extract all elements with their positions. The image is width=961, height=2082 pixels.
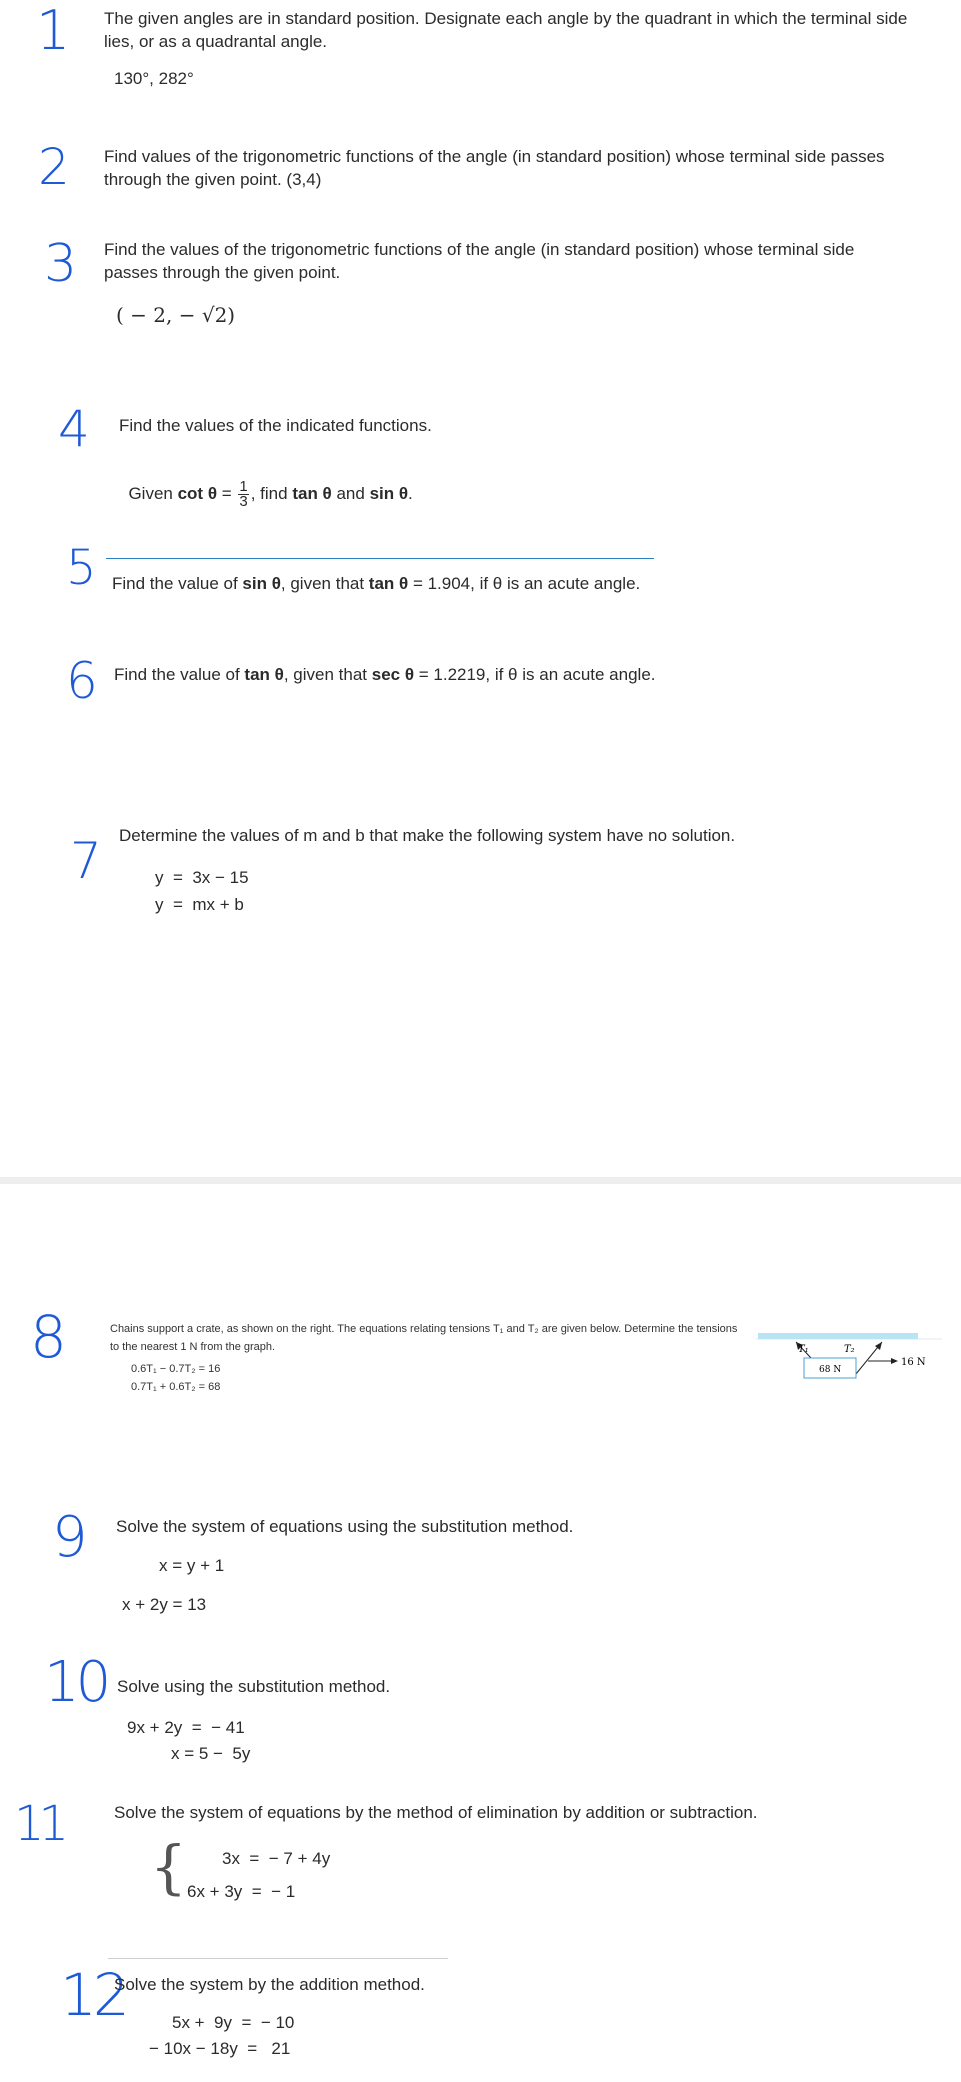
label-t2: T₂: [844, 1344, 855, 1355]
problem-6-text: [114, 665, 656, 685]
handwritten-number-11: 11: [14, 1796, 64, 1852]
label-weight: 68 N: [819, 1365, 842, 1375]
equals-sign: =: [217, 484, 237, 503]
p6-sec: sec θ: [371, 665, 415, 684]
given-label: Given: [128, 484, 178, 503]
period: .: [408, 484, 413, 503]
handwritten-number-3: 3: [44, 234, 78, 294]
tan-label: tan θ: [292, 484, 332, 503]
problem-7-eq1: y = 3x − 15: [155, 868, 249, 887]
problem-4-given: [119, 452, 413, 509]
label-force: 16 N: [901, 1357, 926, 1368]
problem-11-eq1: 3x = − 7 + 4y: [222, 1849, 331, 1868]
p5-mid: , given that: [280, 574, 369, 593]
handwritten-number-7: 7: [70, 832, 102, 890]
problem-1-angles: 130°, 282°: [114, 69, 194, 88]
problem-8-eq2: 0.7T₁ + 0.6T₂ = 68: [131, 1381, 221, 1393]
ceiling-bar: [758, 1333, 918, 1339]
problem-7-text: Determine the values of m and b that make the following system have no solution.: [119, 826, 736, 845]
problem-11-text: Solve the system of equations by the method of elimination by addition or subtraction.: [114, 1803, 758, 1822]
problem-3-text: Find the values of the trigonometric functions of the angle (in standard position) whose terminal side passes through the given point.: [104, 240, 855, 282]
p5-rest: = 1.904, if θ is an acute angle.: [408, 574, 641, 593]
p6-tan: tan θ: [244, 665, 284, 684]
p5-pre: Find the value of: [112, 574, 243, 593]
fraction-denominator: 3: [239, 493, 248, 511]
find-label: , find: [250, 484, 293, 503]
handwritten-number-4: 4: [58, 400, 90, 458]
handwritten-number-12: 12: [60, 1961, 126, 2029]
label-t1: T₁: [798, 1344, 809, 1355]
problem-7-eq2: y = mx + b: [155, 895, 244, 914]
problem-12-text: Solve the system by the addition method.: [114, 1975, 425, 1994]
force-arrow: [891, 1358, 898, 1364]
problem-4-text: Find the values of the indicated functions.: [119, 416, 432, 435]
handwritten-number-8: 8: [30, 1303, 67, 1371]
and-label: and: [331, 484, 370, 503]
problem-9-eq2: x + 2y = 13: [122, 1595, 207, 1614]
cot-label: cot θ: [177, 484, 218, 503]
divider-rule-2: [108, 1958, 448, 1959]
fraction-numerator: 1: [239, 478, 248, 496]
handwritten-number-1: 1: [36, 0, 71, 62]
handwritten-number-5: 5: [66, 540, 97, 596]
problem-9-text: Solve the system of equations using the substitution method.: [116, 1517, 574, 1536]
problem-5-text: [112, 574, 640, 594]
problem-10-eq1: 9x + 2y = − 41: [127, 1718, 245, 1737]
p6-mid: , given that: [283, 665, 372, 684]
problem-12-eq2: − 10x − 18y = 21: [149, 2039, 291, 2058]
problem-9-eq1: x = y + 1: [159, 1556, 225, 1575]
p5-tan: tan θ: [368, 574, 409, 593]
sin-label: sin θ: [369, 484, 409, 503]
problem-8-text-line2: to the nearest 1 N from the graph.: [110, 1341, 276, 1353]
problem-10-text: Solve using the substitution method.: [117, 1677, 391, 1696]
page-separator: [0, 1177, 961, 1184]
handwritten-number-9: 9: [52, 1505, 88, 1570]
p5-sin: sin θ: [242, 574, 281, 593]
problem-8-text-line1: Chains support a crate, as shown on the right. The equations relating tensions T₁ and T₂ are given below. Determine the tensions: [110, 1323, 738, 1335]
fraction-one-third: [238, 480, 248, 509]
problem-2-text: Find values of the trigonometric functions of the angle (in standard position) whose terminal side passes through the given point. (3,4): [104, 147, 885, 189]
problem-11-eq2: 6x + 3y = − 1: [187, 1882, 296, 1901]
problem-10-eq2: x = 5 − 5y: [171, 1744, 251, 1763]
p6-pre: Find the value of: [114, 665, 245, 684]
problem-8-eq1: 0.6T₁ − 0.7T₂ = 16: [131, 1363, 221, 1375]
handwritten-number-6: 6: [66, 652, 98, 710]
problem-3-point: ( − 2, − √2): [116, 303, 236, 327]
problem-1-text: The given angles are in standard position. Designate each angle by the quadrant in which the terminal side lies, or as a quadrantal angle.: [104, 9, 908, 51]
p6-rest: = 1.2219, if θ is an acute angle.: [414, 665, 656, 684]
handwritten-number-10: 10: [44, 1650, 108, 1715]
crate-chains-figure: [756, 1314, 942, 1384]
left-brace: {: [150, 1833, 187, 1901]
handwritten-number-2: 2: [38, 138, 70, 196]
divider-rule: [106, 558, 654, 559]
problem-12-eq1: 5x + 9y = − 10: [172, 2013, 295, 2032]
